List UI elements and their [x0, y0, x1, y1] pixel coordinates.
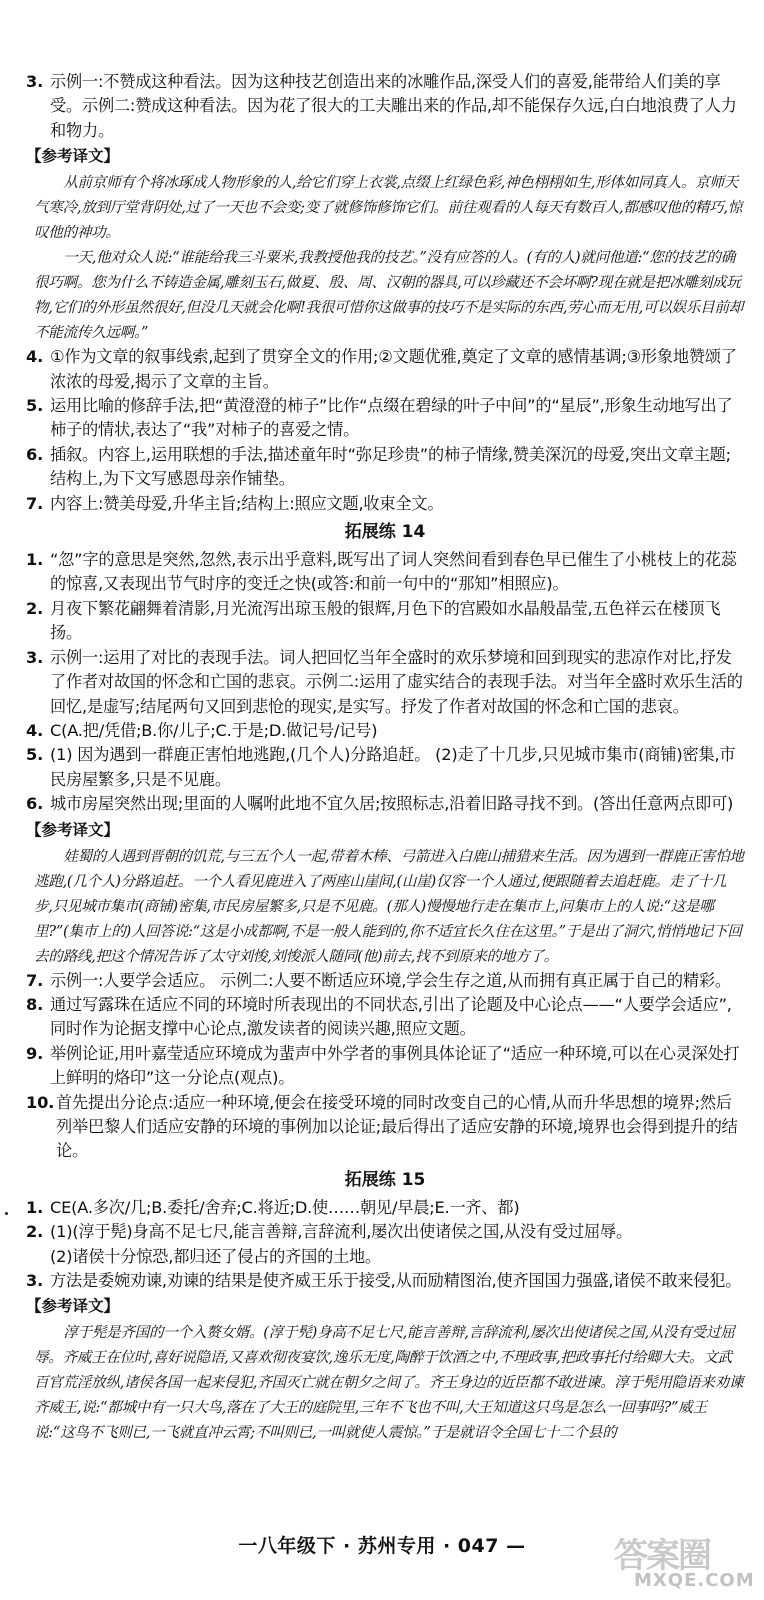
answer-number: 10. [26, 1092, 55, 1112]
watermark-sub: MXQE.COM [634, 1570, 755, 1591]
answer-number: 7. [26, 970, 44, 990]
answer-number: 1. [26, 1197, 44, 1217]
answer-number: 5. [26, 396, 44, 416]
translation-paragraph: 娃蜀的人遇到晋朝的饥荒,与三五个人一起,带着木棒、弓箭进入白鹿山捕猎来生活。因为遇到一群鹿正害怕地逃跑,(几个人)分路追赶。一个人看见鹿进入了两座山崖间,(山崖)仅容一个人通过,便跟随着去追赶鹿。走了十几步,只见城市集市(商铺)密集,市民房屋繁多,只是不见鹿。(那人)慢慢地行走在集市上,问集市上的人说:“这是哪里?”(集市上的)人回答说:“这是小成都啊,不是一般人能到的,你不适宜长久住在这里。”于是出了洞穴,悄悄地记下回去的路线,把这个情况告诉了太守刘悛,刘悛派人随同(他)前去,找不到原来的地方了。 [34, 847, 744, 965]
answer-item [26, 1220, 744, 1244]
answer-item [26, 1245, 744, 1269]
answer-text: 运用比喻的修辞手法,把“黄澄澄的柿子”比作“点缀在碧绿的叶子中间”的“星辰”,形象生动地写出了柿子的情状,表达了“我”对柿子的喜爱之情。 [50, 396, 733, 440]
answer-text: 示例一:人要学会适应。 示例二:人要不断适应环境,学会生存之道,从而拥有真正属于自己的精彩。 [50, 970, 731, 990]
answer-text: (1)(淳于髡)身高不足七尺,能言善辩,言辞流利,屡次出使诸侯之国,从没有受过屈辱。 [50, 1222, 632, 1242]
answer-list-14-2 [26, 969, 744, 1164]
answer-item [26, 492, 744, 516]
section-title-15: 拓展练 15 [344, 1169, 426, 1190]
answer-number: 6. [26, 444, 44, 464]
reference-translation-14 [26, 844, 744, 969]
reference-translation-header: 【参考译文】 [26, 147, 120, 166]
answer-list-top-2 [26, 345, 744, 516]
answer-list-top [26, 70, 744, 143]
answer-number: 8. [26, 994, 44, 1014]
answer-list-14 [26, 548, 744, 816]
answer-item [26, 743, 744, 792]
watermark-logo [614, 1528, 754, 1594]
answer-number: 2. [26, 1222, 44, 1242]
reference-translation [26, 170, 744, 345]
answer-item [26, 993, 744, 1042]
answer-item [26, 345, 744, 394]
answer-text: 月夜下繁花翩舞着清影,月光流泻出琼玉般的银辉,月色下的宫殿如水晶般晶莹,五色祥云在楼顶飞扬。 [50, 598, 721, 643]
answer-number: 3. [26, 72, 44, 91]
answer-number: 2. [26, 598, 44, 618]
answer-text: 插叙。内容上,运用联想的手法,描述童年时“弥足珍贵”的柿子情缘,赞美深沉的母爱,突出文章主题;结构上,为下文写感恩母亲作铺垫。 [50, 444, 731, 489]
answer-number: 1. [26, 550, 44, 570]
answer-item [26, 646, 744, 719]
answer-item [26, 719, 744, 743]
answer-text: 举例论证,用叶嘉莹适应环境成为蜚声中外学者的事例具体论证了“适应一种环境,可以在心灵深处打上鲜明的烙印”这一分论点(观点)。 [50, 1043, 740, 1088]
answer-number: 5. [26, 745, 44, 765]
answer-text: “忽”字的意思是突然,忽然,表示出乎意料,既写出了词人突然间看到春色早已催生了小桃枝上的花蕊的惊喜,又表现出节气时序的变迁之快(或答:和前一句中的“那知”相照应)。 [50, 550, 737, 594]
section-title-14: 拓展练 14 [344, 522, 426, 543]
reference-translation-header-14: 【参考译文】 [26, 820, 120, 839]
watermark-main: 答案圈 [614, 1536, 710, 1576]
answer-item [26, 792, 744, 816]
answer-number: 6. [26, 794, 44, 814]
answer-number: 3. [26, 647, 44, 667]
answer-list-15 [26, 1196, 744, 1294]
answer-text: 城市房屋突然出现;里面的人嘱咐此地不宜久居;按照标志,沿着旧路寻找不到。(答出任意两点即可) [50, 794, 734, 814]
reference-translation-header-15: 【参考译文】 [26, 1297, 120, 1316]
answer-item [26, 1042, 744, 1091]
answer-item [26, 1091, 744, 1164]
answer-number: 9. [26, 1043, 44, 1063]
answer-item [26, 1196, 744, 1220]
answer-text: (2)诸侯十分惊恐,都归还了侵占的齐国的土地。 [50, 1246, 382, 1266]
page-footer: 一八年级下 · 苏州专用 · 047 — [238, 1535, 526, 1557]
answer-text: 示例一:不赞成这种看法。因为这种技艺创造出来的冰雕作品,深受人们的喜爱,能带给人们美的享受。示例二:赞成这种看法。因为花了很大的工夫雕出来的作品,却不能保存久远,白白地浪费了人力和物力。 [50, 72, 737, 140]
answer-item [26, 548, 744, 597]
answer-text: 方法是委婉劝谏,劝谏的结果是使齐威王乐于接受,从而励精图治,使齐国国力强盛,诸侯不敢来侵犯。 [50, 1271, 742, 1290]
reference-translation-15 [26, 1320, 744, 1445]
answer-page [26, 70, 744, 1445]
answer-item [26, 969, 744, 993]
answer-item [26, 597, 744, 646]
answer-text: (1) 因为遇到一群鹿正害怕地逃跑,(几个人)分路追赶。 (2)走了十几步,只见城市集市(商铺)密集,市民房屋繁多,只是不见鹿。 [50, 745, 736, 789]
answer-text: 内容上:赞美母爱,升华主旨;结构上:照应文题,收束全文。 [50, 493, 444, 513]
answer-item [26, 394, 744, 443]
answer-number: 7. [26, 493, 44, 513]
translation-paragraph: 一天,他对众人说:“谁能给我三斗粟米,我教授他我的技艺。”没有应答的人。(有的人)就问他道:“您的技艺的确很巧啊。您为什么不铸造金属,雕刻玉石,做夏、殷、周、汉朝的器具,可以珍藏还不会坏啊?现在就是把冰雕刻成玩物,它们的外形虽然很好,但没几天就会化啊!我很可惜你这做事的技巧不是实际的东西,劳心而无用,可以娱乐目前却不能流传久远啊。” [34, 249, 744, 342]
answer-number: 4. [26, 347, 44, 367]
answer-text: 通过写露珠在适应不同的环境时所表现出的不同状态,引出了论题及中心论点——“人要学会适应”,同时作为论据支撑中心论点,激发读者的阅读兴趣,照应文题。 [50, 994, 732, 1039]
answer-item [26, 70, 744, 143]
translation-paragraph: 从前京师有个将冰琢成人物形象的人,给它们穿上衣裳,点缀上红绿色彩,神色栩栩如生,形体如同真人。京师天气寒冷,放到厅堂背阴处,过了一天也不会变;变了就修饰修饰它们。前往观看的人每天有数百人,都感叹他的精巧,惊叹他的神功。 [34, 174, 743, 242]
answer-text: 示例一:运用了对比的表现手法。词人把回忆当年全盛时的欢乐梦境和回到现实的悲凉作对比,抒发了作者对故国的怀念和亡国的悲哀。示例二:运用了虚实结合的表现手法。对当年全盛时欢乐生活的回忆,是虚写;结尾两句又回到悲怆的现实,是实写。抒发了作者对故国的怀念和亡国的悲哀。 [50, 647, 743, 716]
answer-number: 4. [26, 720, 44, 740]
answer-item [26, 1269, 744, 1293]
answer-text: 首先提出分论点:适应一种环境,便会在接受环境的同时改变自己的心情,从而升华思想的境界;然后列举巴黎人们适应安静的环境的事例加以论证;最后得出了适应安静的环境,境界也会得到提升的结论。 [56, 1092, 738, 1161]
answer-text: C(A.把/凭借;B.你/儿子;C.于是;D.做记号/记号) [50, 720, 378, 740]
stray-dot [5, 1212, 8, 1215]
translation-paragraph: 淳于髡是齐国的一个入赘女婿。(淳于髡)身高不足七尺,能言善辩,言辞流利,屡次出使诸侯之国,从没有受过屈辱。齐威王在位时,喜好说隐语,又喜欢彻夜宴饮,逸乐无度,陶醉于饮酒之中,不理政事,把政事托付给卿大夫。文武百官荒淫放纵,诸侯各国一起来侵犯,齐国灭亡就在朝夕之间了。齐王身边的近臣都不敢进谏。淳于髡用隐语来劝谏齐威王,说:“都城中有一只大鸟,落在了大王的庭院里,三年不飞也不叫,大王知道这只鸟是怎么一回事吗?”威王说:“这鸟不飞则已,一飞就直冲云霄;不叫则已,一叫就使人震惊。”于是就诏令全国七十二个县的 [34, 1324, 744, 1442]
answer-text: ①作为文章的叙事线索,起到了贯穿全文的作用;②文题优雅,奠定了文章的感情基调;③形象地赞颂了浓浓的母爱,揭示了文章的主旨。 [50, 347, 737, 391]
answer-number: 3. [26, 1271, 44, 1290]
answer-item [26, 443, 744, 492]
answer-text: CE(A.多次/几;B.委托/舍弃;C.将近;D.使……朝见/早晨;E.一齐、都) [50, 1197, 520, 1217]
